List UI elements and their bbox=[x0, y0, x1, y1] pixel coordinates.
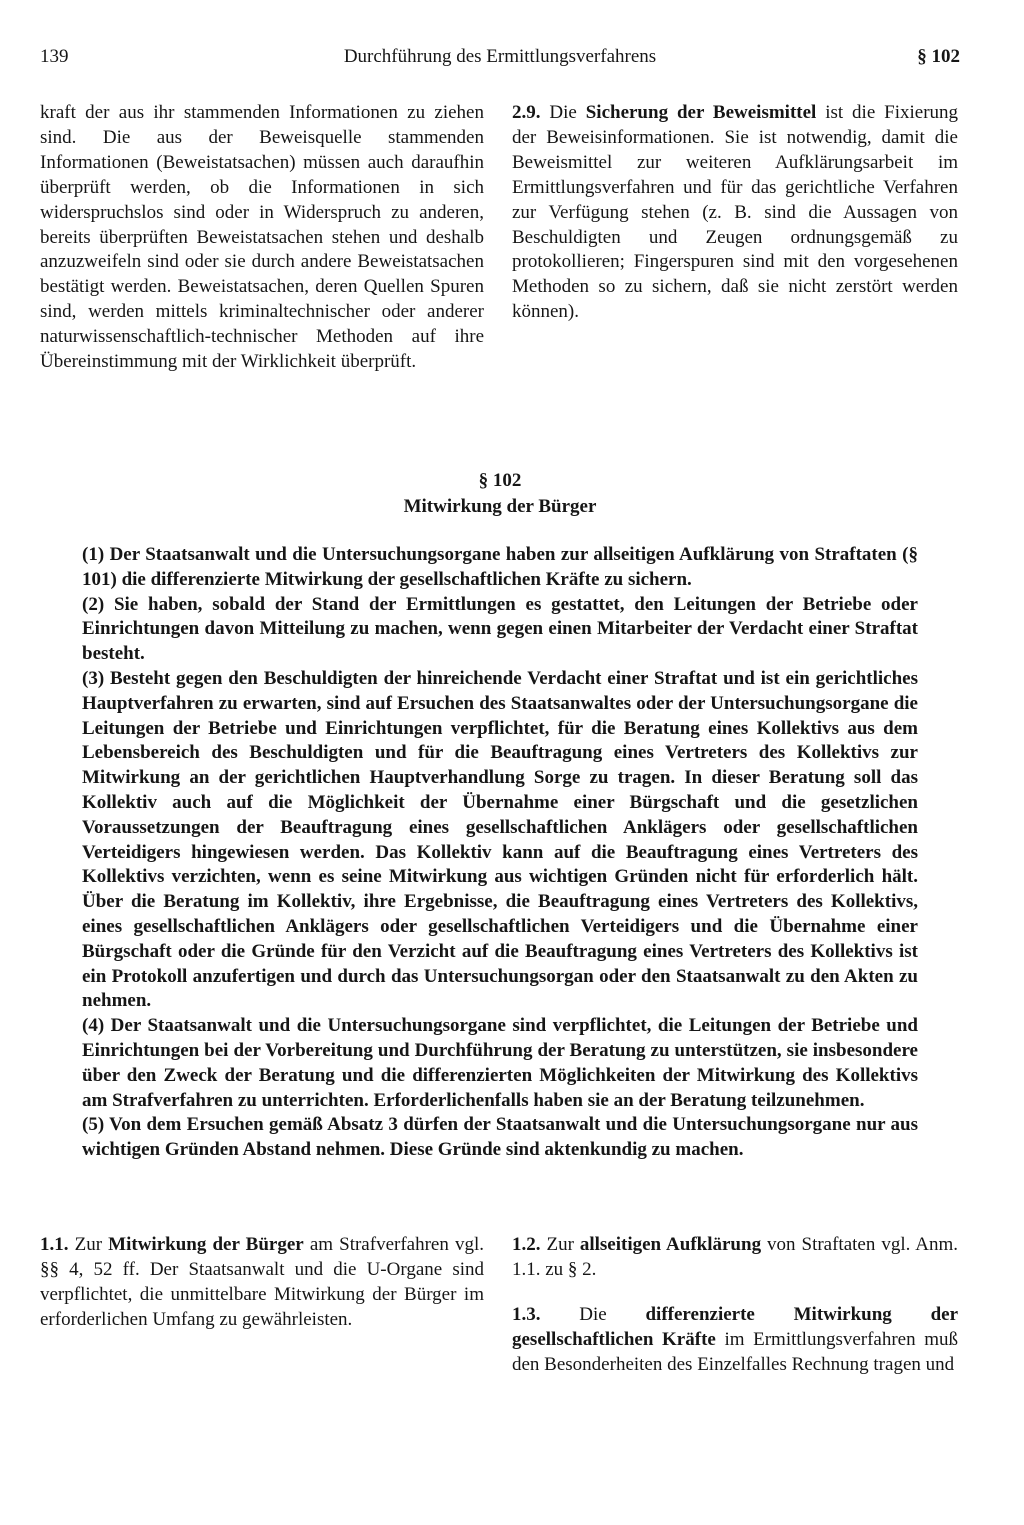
note-label: 1.2. bbox=[512, 1234, 541, 1255]
note-text: ist die Fixierung der Beweisinformationen. Sie ist notwendig, damit die Beweismittel zur weiteren Aufklärungsarbeit im Ermittlungsverfahren und für das gerichtliche Verfahren zur Verfügung stehen (z. B. sind die Aussagen von Beschuldigten und Zeugen ordnungsgemäß zu protokollieren; Fingerspuren sind mit den vorgesehenen Methoden so zu sichern, daß sie nicht zerstört werden können). bbox=[512, 102, 959, 323]
notes-column-left bbox=[40, 1233, 484, 1333]
commentary-paragraph: kraft der aus ihr stammenden Informationen zu ziehen sind. Die aus der Beweisquelle stammenden Informationen (Beweistatsachen) müssen auch daraufhin überprüft werden, ob die Informationen in sich widerspruchslos sind oder in Widerspruch zu anderen, bereits überprüften Beweistatsachen stehen und deshalb anzuzweifeln sind oder sie durch andere Beweistatsachen bestätigt werden. Beweistatsachen, deren Quellen Spuren sind, werden mittels kriminaltechnischer oder anderer naturwissenschaftlich-technischer Methoden auf ihre Übereinstimmung mit der Wirklichkeit überprüft. bbox=[40, 102, 484, 373]
note-paragraph bbox=[512, 1233, 958, 1283]
page-number: 139 bbox=[40, 46, 69, 67]
note-emphasis: differenzierte Mitwirkung der gesellschaftlichen Kräfte bbox=[512, 1303, 958, 1350]
running-title: Durchführung des Ermittlungsverfahrens bbox=[343, 46, 657, 67]
notes-column-right bbox=[512, 1233, 958, 1378]
section-number: § 102 bbox=[478, 470, 522, 491]
note-paragraph bbox=[40, 1233, 484, 1333]
law-text bbox=[82, 543, 918, 1163]
law-paragraph-1: (1) Der Staatsanwalt und die Untersuchungsorgane haben zur allseitigen Aufklärung von Straftaten (§ 101) die differenzierte Mitwirkung der gesellschaftlichen Kräfte zu sichern. bbox=[82, 544, 918, 590]
commentary-column-right bbox=[512, 101, 958, 325]
running-section: § 102 bbox=[917, 46, 960, 67]
law-paragraph-5: (5) Von dem Ersuchen gemäß Absatz 3 dürfen der Staatsanwalt und die Untersuchungsorgane nur aus wichtigen Gründen Abstand nehmen. Diese Gründe sind aktenkundig zu machen. bbox=[82, 1114, 918, 1161]
note-emphasis: allseitigen Aufklärung bbox=[579, 1234, 762, 1255]
note-label: 2.9. bbox=[512, 102, 541, 123]
note-text: im Ermittlungsverfahren muß den Besonderheiten des Einzelfalles Rechnung tragen und bbox=[512, 1328, 958, 1375]
note-label: 1.1. bbox=[40, 1234, 69, 1255]
note-label: 1.3. bbox=[512, 1303, 541, 1325]
note-emphasis: Mitwirkung der Bürger bbox=[108, 1234, 304, 1255]
law-paragraph-3: (3) Besteht gegen den Beschuldigten der hinreichende Verdacht einer Straftat und ist ein gerichtliches Hauptverfahren zu erwarten, sind auf Ersuchen des Staatsanwaltes oder der Untersuchungsorgane die Leitungen der Betriebe und Einrichtungen verpflichtet, für die Beratung eines Kollektivs aus dem Lebensbereich des Beschuldigten und für die Beauftragung eines Vertreters des Kollektivs zur Mitwirkung an der gerichtlichen Hauptverhandlung Sorge zu tragen. In dieser Beratung soll das Kollektiv auch auf die Möglichkeit der Übernahme einer Bürgschaft und die gesetzlichen Voraussetzungen der Beauftragung eines gesellschaftlichen Anklägers oder gesellschaftlichen Verteidigers hingewiesen werden. Das Kollektiv kann auf die Beauftragung eines Vertreters des Kollektivs verzichten, wenn es seine Mitwirkung aus wichtigen Gründen nicht für erforderlich hält. Über die Beratung im Kollektiv, ihre Ergebnisse, die Beauftragung eines Vertreters des Kollektivs, eines gesellschaftlichen Anklägers oder gesellschaftlichen Verteidigers und die Übernahme einer Bürgschaft oder die Gründe für den Verzicht auf die Beauftragung eines Vertreters des Kollektivs ist ein Protokoll anzufertigen und durch das Untersuchungsorgan oder den Staatsanwalt zu den Akten zu nehmen. bbox=[82, 667, 918, 1012]
note-text: am Strafverfahren vgl. §§ 4, 52 ff. Der Staatsanwalt und die U-Organe sind verpflichtet, die unmittelbare Mitwirkung der Bürger im erforderlichen Umfang zu gewährleisten. bbox=[40, 1234, 484, 1330]
note-pre: Die bbox=[549, 102, 586, 123]
note-pre: Zur bbox=[68, 1234, 109, 1255]
commentary-column-left bbox=[40, 101, 484, 375]
note-pre: Die bbox=[540, 1303, 646, 1325]
note-paragraph bbox=[512, 1303, 958, 1378]
law-paragraph-2: (2) Sie haben, sobald der Stand der Ermittlungen es gestattet, den Leitungen der Betriebe oder Einrichtungen davon Mitteilung zu machen, wenn gegen einen Mitarbeiter der Verdacht einer Straftat besteht. bbox=[82, 593, 918, 665]
note-emphasis: Sicherung der Beweismittel bbox=[585, 102, 817, 123]
page-header bbox=[40, 46, 960, 74]
commentary-paragraph bbox=[512, 101, 958, 325]
note-pre: Zur bbox=[540, 1234, 580, 1255]
note-text: von Straftaten vgl. Anm. 1.1. zu § 2. bbox=[512, 1234, 959, 1280]
law-paragraph-4: (4) Der Staatsanwalt und die Untersuchungsorgane sind verpflichtet, die Leitungen der Betriebe und Einrichtungen bei der Vorbereitung und Durchführung der Beratung zu unterstützen, sie insbesondere über den Zweck der Beratung und die differenzierten Möglichkeiten der Mitwirkung des Kollektivs am Strafverfahren zu unterrichten. Erforderlichenfalls haben sie an der Beratung teilzunehmen. bbox=[82, 1015, 918, 1111]
section-title: Mitwirkung der Bürger bbox=[403, 496, 597, 517]
